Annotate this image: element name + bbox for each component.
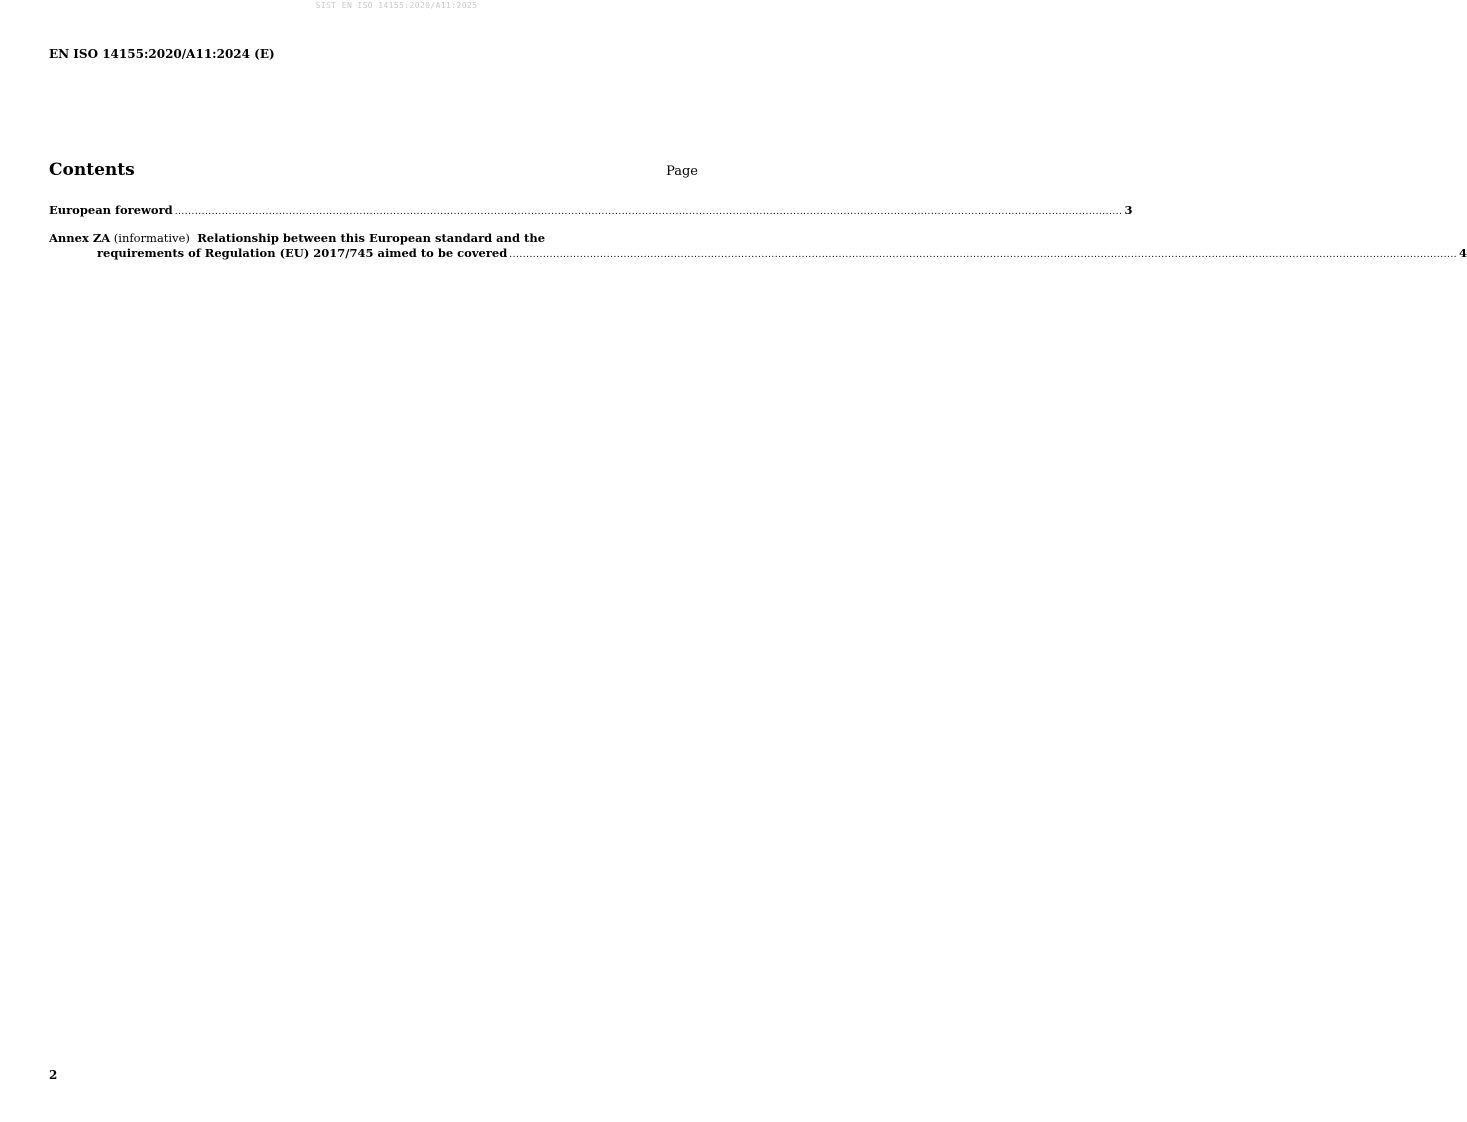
table-of-contents <box>49 203 1467 274</box>
toc-entry-page[interactable]: 4 <box>1459 246 1467 260</box>
toc-entry-foreword[interactable] <box>49 203 1133 220</box>
document-identifier: EN ISO 14155:2020/A11:2024 (E) <box>49 47 275 61</box>
toc-page-column-label: Page <box>666 164 698 179</box>
toc-annex-title-line2[interactable]: requirements of Regulation (EU) 2017/745 aimed to be covered <box>97 246 508 260</box>
toc-header <box>49 160 698 180</box>
toc-title: Contents <box>49 160 135 180</box>
toc-annex-title-line1[interactable]: Relationship between this European standard and the <box>197 231 546 245</box>
toc-annex-qualifier: (informative) <box>110 231 198 245</box>
toc-entry-annex-za[interactable] <box>49 231 1467 263</box>
page-number: 2 <box>49 1068 58 1082</box>
toc-leader-dots: .......................................................................................................................................................................................................................................................................................... <box>174 207 1123 217</box>
toc-annex-id[interactable]: Annex ZA <box>49 231 111 245</box>
toc-entry-page[interactable]: 3 <box>1124 203 1133 217</box>
toc-leader-dots: .......................................................................................................................................................................................................................................................................................... <box>509 250 1458 260</box>
watermark: SIST EN ISO 14155:2020/A11:2025 <box>315 1 478 10</box>
toc-entry-label[interactable]: European foreword <box>49 203 173 217</box>
